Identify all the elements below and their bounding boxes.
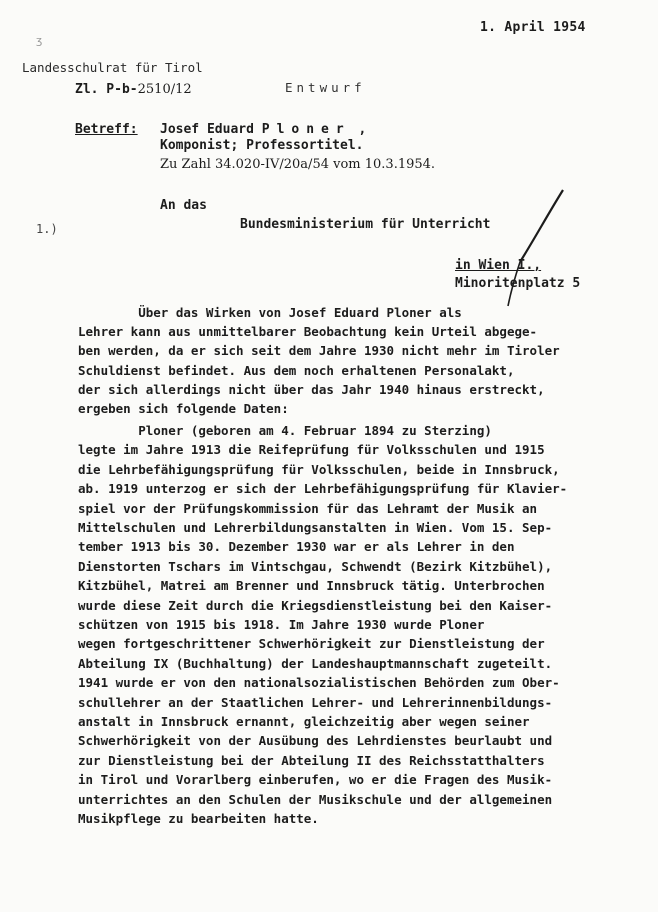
body-line: zur Dienstleistung bei der Abteilung II des Reichsstatthalters: [78, 752, 545, 768]
body-line: die Lehrbefähigungsprüfung für Volksschulen, beide in Innsbruck,: [78, 461, 560, 477]
reference-prefix: Zl. P-b-: [75, 82, 138, 97]
subject-line-2: Komponist; Professortitel.: [160, 138, 364, 153]
body-line: Mittelschulen und Lehrerbildungsanstalten in Wien. Vom 15. Sep-: [78, 520, 553, 535]
body-line: unterrichtes an den Schulen der Musikschule und der allgemeinen: [78, 791, 553, 807]
sender-authority: Landesschulrat für Tirol: [22, 60, 203, 75]
recipient-city: in Wien I.,: [455, 258, 542, 273]
body-line: Kitzbühel, Matrei am Brenner und Innsbruck tätig. Unterbrochen: [78, 578, 545, 594]
recipient-street: Minoritenplatz 5: [455, 276, 581, 291]
body-line: schullehrer an der Staatlichen Lehrer- und Lehrerinnenbildungs-: [78, 694, 553, 710]
body-line: in Tirol und Vorarlberg einberufen, wo er die Fragen des Musik-: [78, 772, 553, 788]
body-line: spiel vor der Prüfungskommission für das Lehramt der Musik an: [78, 500, 538, 516]
body-line: wegen fortgeschrittener Schwerhörigkeit zur Dienstleistung der: [78, 636, 545, 652]
subject-name: Josef Eduard: [160, 122, 262, 137]
recipient-an: An das: [160, 198, 207, 213]
item-number: 1.): [36, 222, 58, 236]
letter-date: 1. April 1954: [480, 20, 586, 35]
body-line: 1941 wurde er von den nationalsozialistischen Behörden zum Ober-: [78, 675, 560, 691]
body-line: Ploner (geboren am 4. Februar 1894 zu Sterzing): [78, 423, 492, 438]
body-line: Dienstorten Tschars im Vintschgau, Schwendt (Bezirk Kitzbühel),: [78, 558, 553, 574]
draft-label: Entwurf: [285, 80, 366, 95]
body-line: ab. 1919 unterzog er sich der Lehrbefähigungsprüfung für Klavier-: [78, 481, 568, 497]
body-line: Abteilung IX (Buchhaltung) der Landeshauptmannschaft zugeteilt.: [78, 655, 553, 671]
body-line: wurde diese Zeit durch die Kriegsdienstleistung bei den Kaiser-: [78, 597, 553, 613]
subject-tail: ,: [350, 122, 367, 137]
subject-surname: Ploner: [261, 122, 351, 137]
body-line: ben werden, da er sich seit dem Jahre 1930 nicht mehr im Tiroler: [78, 343, 560, 359]
body-line: anstalt in Innsbruck ernannt, gleichzeitig aber wegen seiner: [78, 714, 530, 729]
body-line: legte im Jahre 1913 die Reifeprüfung für Volksschulen und 1915: [78, 442, 545, 458]
body-line: ergeben sich folgende Daten:: [78, 401, 289, 416]
reference-digits: 2510/12: [137, 82, 192, 97]
body-line: der sich allerdings nicht über das Jahr 1940 hinaus erstreckt,: [78, 381, 545, 397]
subject-line-3: Zu Zahl 34.020-IV/20a/54 vom 10.3.1954.: [160, 157, 436, 172]
body-line: tember 1913 bis 30. Dezember 1930 war er als Lehrer in den: [78, 539, 515, 555]
body-line: Lehrer kann aus unmittelbarer Beobachtung kein Urteil abgege-: [78, 324, 538, 340]
body-line: schützen von 1915 bis 1918. Im Jahre 1930 wurde Ploner: [78, 617, 485, 632]
subject-label: Betreff:: [75, 122, 138, 137]
pencil-note: ʒ: [36, 34, 43, 47]
body-line: Schuldienst befindet. Aus dem noch erhaltenen Personalakt,: [78, 362, 515, 378]
body-line: Schwerhörigkeit von der Ausübung des Lehrdienstes beurlaubt und: [78, 733, 553, 749]
body-line: Musikpflege zu bearbeiten hatte.: [78, 811, 319, 826]
body-line: Über das Wirken von Josef Eduard Ploner als: [78, 305, 462, 320]
recipient-ministry: Bundesministerium für Unterricht: [240, 217, 491, 232]
